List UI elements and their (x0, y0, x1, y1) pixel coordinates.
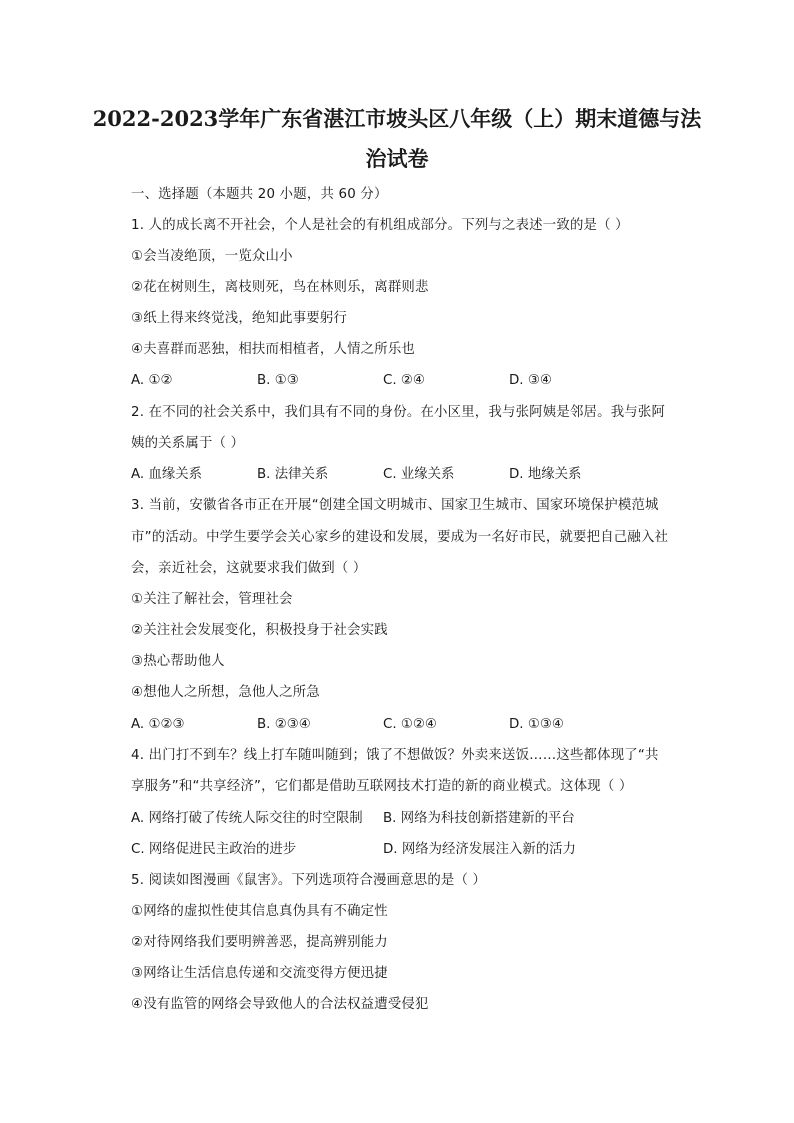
q3-option-a: A. ①②③ (131, 717, 185, 732)
q4-option-d: D. 网络为经济发展注入新的活力 (383, 842, 576, 857)
q3-option-b: B. ②③④ (257, 717, 311, 732)
q1-option-a: A. ①② (131, 373, 173, 388)
q5-stem: 5. 阅读如图漫画《鼠害》。下列选项符合漫画意思的是（ ） (131, 873, 487, 888)
q1-option-d: D. ③④ (509, 373, 552, 388)
q4-stem-line1: 4. 出门打不到车？线上打车随叫随到；饿了不想做饭？外卖来送饭……这些都体现了“共 (131, 748, 659, 763)
q3-option-c: C. ①②④ (383, 717, 437, 732)
q3-item-2: ②关注社会发展变化，积极投身于社会实践 (131, 623, 388, 638)
q1-option-c: C. ②④ (383, 373, 425, 388)
q3-item-4: ④想他人之所想，急他人之所急 (131, 685, 320, 700)
q3-stem-line1: 3. 当前，安徽省各市正在开展“创建全国文明城市、国家卫生城市、国家环境保护模范城 (131, 498, 659, 513)
q1-item-2: ②花在树则生，离枝则死，鸟在林则乐，离群则悲 (131, 280, 429, 295)
q2-stem-line2: 姨的关系属于（ ） (131, 436, 245, 451)
q2-option-c: C. 业缘关系 (383, 467, 455, 482)
q3-item-1: ①关注了解社会，管理社会 (131, 592, 293, 607)
q3-option-d: D. ①③④ (509, 717, 564, 732)
q3-stem-line2: 市”的活动。中学生要学会关心家乡的建设和发展，要成为一名好市民，就要把自己融入社 (131, 530, 669, 545)
q2-option-d: D. 地缘关系 (509, 467, 582, 482)
q1-item-1: ①会当凌绝顶，一览众山小 (131, 249, 293, 264)
q2-stem-line1: 2. 在不同的社会关系中，我们具有不同的身份。在小区里，我与张阿姨是邻居。我与张阿 (131, 405, 666, 420)
exam-title-line2: 治试卷 (365, 146, 429, 171)
q2-option-b: B. 法律关系 (257, 467, 329, 482)
q1-stem: 1. 人的成长离不开社会，个人是社会的有机组成部分。下列与之表述一致的是（ ） (131, 218, 629, 233)
q5-item-3: ③网络让生活信息传递和交流变得方便迅捷 (131, 966, 388, 981)
q5-item-1: ①网络的虚拟性使其信息真伪具有不确定性 (131, 904, 388, 919)
q4-option-c: C. 网络促进民主政治的进步 (131, 842, 297, 857)
q1-option-b: B. ①③ (257, 373, 299, 388)
q4-option-b: B. 网络为科技创新搭建新的平台 (383, 811, 575, 826)
q4-stem-line2: 享服务”和“共享经济”，它们都是借助互联网技术打造的新的商业模式。这体现（ ） (131, 779, 633, 794)
section-heading: 一、选择题（本题共 20 小题，共 60 分） (131, 187, 388, 202)
q1-item-4: ④夫喜群而恶独，相扶而相植者，人情之所乐也 (131, 342, 416, 357)
q3-item-3: ③热心帮助他人 (131, 654, 225, 669)
q5-item-4: ④没有监管的网络会导致他人的合法权益遭受侵犯 (131, 997, 429, 1012)
q1-item-3: ③纸上得来终觉浅，绝知此事要躬行 (131, 311, 348, 326)
q2-option-a: A. 血缘关系 (131, 467, 202, 482)
q5-item-2: ②对待网络我们要明辨善恶，提高辨别能力 (131, 935, 388, 950)
q3-stem-line3: 会，亲近社会，这就要求我们做到（ ） (131, 561, 367, 576)
q4-option-a: A. 网络打破了传统人际交往的时空限制 (131, 811, 363, 826)
exam-title-line1: 2022-2023学年广东省湛江市坡头区八年级（上）期末道德与法 (92, 106, 702, 131)
